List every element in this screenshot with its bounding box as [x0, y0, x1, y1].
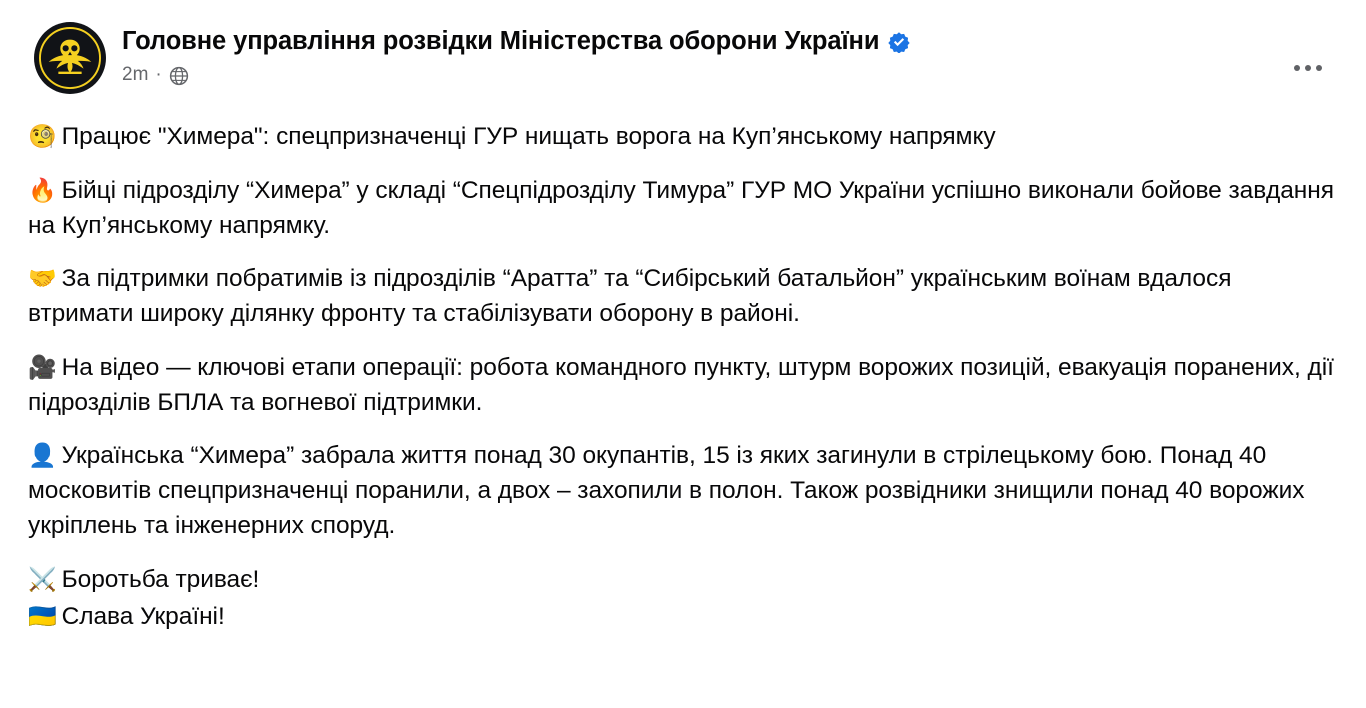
post-paragraph-text: Українська “Химера” забрала життя понад 30 окупантів, 15 із яких загинули в стрілецькому бою. Понад 40 московитів спецпризначенці поранили, а двох – захопили в полон. Також розвідники знищили понад 40 ворожих укріплень та інженерних споруд. [28, 442, 1305, 540]
page-name-row [122, 26, 910, 57]
post-header [28, 22, 1338, 94]
handshake-emoji: 🤝 [28, 266, 57, 293]
post-paragraph [28, 439, 1338, 543]
more-options-icon [1316, 65, 1322, 71]
meta-separator: · [155, 64, 162, 86]
post-paragraph-text: За підтримки побратимів із підрозділів “Аратта” та “Сибірський батальйон” українським воїнам вдалося втримати широку ділянку фронту та стабілізувати оборону в районі. [28, 265, 1232, 328]
post-paragraph-text: Працює "Химера": спецпризначенці ГУР нищать ворога на Куп’янському напрямку [61, 123, 996, 150]
post-header-text [122, 22, 910, 86]
post-paragraph-text: Слава Україні! [61, 602, 225, 630]
page-name[interactable]: Головне управління розвідки Міністерства оборони України [122, 27, 880, 55]
post-paragraph [28, 351, 1338, 421]
crossed-swords-emoji: ⚔️ [28, 566, 57, 593]
avatar[interactable] [34, 22, 106, 94]
movie-camera-emoji: 🎥 [28, 354, 57, 381]
post-body [28, 120, 1338, 634]
post-timestamp[interactable]: 2m [122, 63, 149, 85]
gur-emblem-owl-icon [39, 27, 101, 89]
post-paragraph [28, 563, 1338, 598]
post-paragraph [28, 600, 1338, 635]
ukraine-flag-emoji: 🇺🇦 [28, 603, 57, 630]
more-options-button[interactable] [1286, 46, 1330, 90]
post-paragraph [28, 262, 1338, 332]
post-paragraph-text: Бійці підрозділу “Химера” у складі “Спецпідрозділу Тимура” ГУР МО України успішно виконали бойове завдання на Куп’янському напрямку. [28, 176, 1334, 239]
more-options-icon [1294, 65, 1300, 71]
verified-badge-icon [888, 31, 910, 53]
post-meta [122, 64, 910, 86]
globe-icon[interactable] [169, 66, 189, 86]
face-with-monocle-emoji: 🧐 [28, 124, 57, 150]
bust-in-silhouette-emoji: 👤 [28, 443, 57, 470]
post-paragraph-text: На відео — ключові етапи операції: робота командного пункту, штурм ворожих позицій, евакуація поранених, дії підрозділів БПЛА та вогневої підтримки. [28, 353, 1334, 416]
post-paragraph [28, 120, 1338, 155]
fire-emoji: 🔥 [28, 177, 57, 204]
more-options-icon [1305, 65, 1311, 71]
post-paragraph-text: Боротьба триває! [61, 565, 260, 593]
post-paragraph [28, 174, 1338, 244]
